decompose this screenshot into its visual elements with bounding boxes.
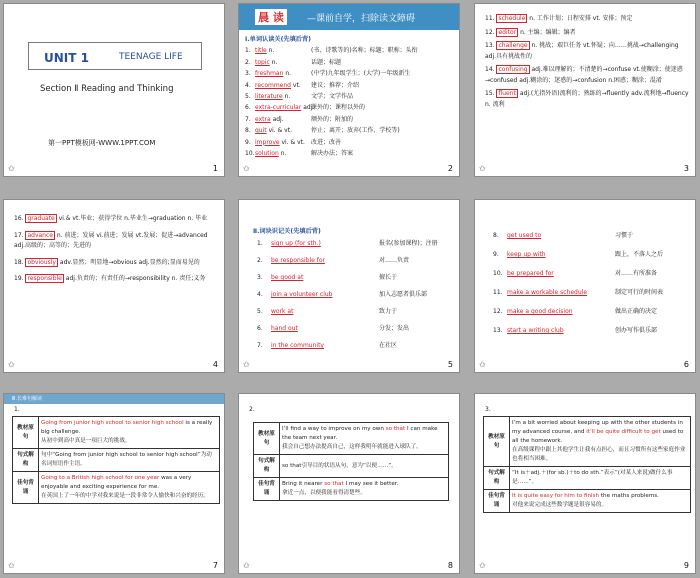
row-text: “It is＋adj.＋(for sb.)＋to do sth.”表示“(对某人来说)做什么事是……”。 bbox=[512, 470, 673, 485]
phrase-answer: start a writing club bbox=[507, 327, 564, 334]
slide-thumbnail-5[interactable] bbox=[238, 199, 460, 373]
word-number: 3. bbox=[245, 70, 251, 78]
row-label: 教材原句 bbox=[484, 417, 510, 467]
phrase-answer: be prepared for bbox=[507, 270, 554, 277]
phrase-number: 3. bbox=[257, 274, 263, 281]
unit-label: UNIT 1 bbox=[44, 51, 89, 65]
word-pos: n. bbox=[271, 58, 278, 66]
word-answer: graduate bbox=[27, 215, 55, 222]
phrase-row bbox=[493, 249, 663, 258]
word-answer: quit bbox=[255, 127, 267, 135]
phrase-answer: sign up (for sth.) bbox=[271, 240, 321, 247]
word-explanation: n. 工作计划；日程安排 vt. 安排；预定 bbox=[529, 15, 633, 22]
phrase-meaning: 加入志愿者俱乐部 bbox=[379, 291, 428, 298]
word-pos: adj. bbox=[272, 115, 284, 123]
section-heading: Ⅱ.词块识记关(先填后背) bbox=[253, 228, 321, 235]
table-row bbox=[13, 449, 220, 472]
word-paragraph bbox=[475, 28, 695, 39]
word-meaning: 额外的；附加的 bbox=[311, 115, 354, 123]
row-label: 句式解构 bbox=[254, 455, 280, 478]
word-pos: vi. & vt. bbox=[281, 138, 305, 146]
slide-thumbnail-9[interactable] bbox=[474, 393, 696, 574]
word-pos: vt. bbox=[292, 81, 301, 89]
translation-text: 对他来说完成这些数学题是很容易的。 bbox=[512, 502, 608, 508]
phrase-meaning: 擅长于 bbox=[379, 274, 398, 281]
highlight-text: it’ll be quite difficult to get bbox=[586, 429, 661, 435]
row-label: 佳句背诵 bbox=[13, 472, 39, 504]
star-icon: ✩ bbox=[479, 164, 486, 173]
word-meaning: 文学；文学作品 bbox=[311, 93, 354, 101]
phrase-number: 12. bbox=[493, 308, 503, 315]
table-row bbox=[254, 455, 449, 478]
phrase-row bbox=[257, 323, 409, 332]
highlight-text: so that bbox=[385, 426, 406, 432]
item-number: 2. bbox=[249, 406, 255, 413]
phrase-answer: join a volunteer club bbox=[271, 291, 333, 298]
word-number: 17. bbox=[14, 231, 24, 239]
star-icon: ✩ bbox=[479, 360, 486, 369]
word-row bbox=[245, 91, 418, 102]
word-number: 9. bbox=[245, 138, 251, 146]
phrase-row bbox=[257, 238, 438, 247]
sentence-text: is a really big challenge. bbox=[41, 420, 213, 435]
slide-thumbnail-8[interactable] bbox=[238, 393, 460, 574]
phrase-meaning: 在社区 bbox=[379, 342, 398, 349]
sentence-text: the maths problems. bbox=[599, 493, 659, 499]
word-number: 1. bbox=[245, 47, 251, 55]
word-term bbox=[255, 148, 311, 159]
word-pos: adj. bbox=[303, 104, 315, 112]
word-explanation: n. 主编；编辑；编者 bbox=[520, 28, 576, 36]
word-paragraph bbox=[475, 41, 695, 62]
translation-text: 从初中到高中真是一项巨大的挑战。 bbox=[41, 438, 131, 444]
phrase-answer: hand out bbox=[271, 325, 298, 332]
word-answer: editor bbox=[498, 28, 517, 36]
header-bar bbox=[239, 4, 459, 30]
word-row bbox=[245, 45, 418, 56]
word-explanation: adj.(尤指外语)流利的；熟练的→fluently adv.流利地→fluency n. 流利 bbox=[485, 90, 689, 108]
translation-text: 我会自己想办法提高自己，这样我明年就能进入球队了。 bbox=[282, 444, 422, 450]
row-label: 教材原句 bbox=[254, 423, 280, 455]
word-meaning: 改进；改善 bbox=[311, 138, 342, 146]
word-answer: solution bbox=[255, 150, 279, 158]
word-term bbox=[255, 91, 311, 102]
phrase-row bbox=[493, 325, 657, 334]
phrase-meaning: 跟上，不落人之后 bbox=[615, 251, 664, 258]
word-number: 13. bbox=[485, 42, 495, 49]
table-row bbox=[484, 467, 691, 490]
word-number: 10. bbox=[245, 150, 255, 158]
word-term bbox=[255, 114, 311, 125]
phrase-number: 11. bbox=[493, 289, 503, 296]
word-row bbox=[245, 80, 418, 91]
word-answer: advance bbox=[27, 231, 53, 239]
word-answer: topic bbox=[255, 58, 270, 66]
phrase-answer: get used to bbox=[507, 232, 542, 239]
translation-text: 拿近一点，以便我能看得清楚些。 bbox=[282, 490, 366, 496]
phrase-number: 7. bbox=[257, 342, 263, 349]
slide-number: 7 bbox=[212, 561, 218, 570]
star-icon: ✩ bbox=[243, 164, 250, 173]
slide-number: 9 bbox=[683, 561, 689, 570]
phrase-answer: keep up with bbox=[507, 251, 546, 258]
phrase-number: 2. bbox=[257, 257, 263, 264]
slide-thumbnail-6[interactable] bbox=[474, 199, 696, 373]
word-paragraph bbox=[4, 231, 224, 252]
unit-subtitle: TEENAGE LIFE bbox=[119, 52, 183, 62]
slide-number: 2 bbox=[447, 164, 453, 173]
word-number: 6. bbox=[245, 104, 251, 112]
phrase-number: 4. bbox=[257, 291, 263, 298]
row-text: 句中“Going from junior high school to senior high school”为动名词短语作主语。 bbox=[41, 452, 212, 467]
word-answer: obviously bbox=[27, 258, 56, 266]
phrase-row bbox=[493, 306, 657, 315]
word-answer: freshman bbox=[255, 70, 284, 78]
phrase-meaning: 分发；发出 bbox=[379, 325, 410, 332]
star-icon: ✩ bbox=[243, 360, 250, 369]
highlight-text: It is quite easy for him to finish bbox=[512, 493, 600, 499]
word-explanation: vi.& vt.毕业；获得学位 n.毕业生→graduation n. 毕业 bbox=[58, 215, 208, 222]
phrase-meaning: 报名(参加课程)；注册 bbox=[379, 240, 438, 247]
phrase-answer: make a good decision bbox=[507, 308, 573, 315]
word-number: 5. bbox=[245, 93, 251, 101]
slide-thumbnail-4[interactable] bbox=[3, 199, 225, 373]
highlight-text: so that bbox=[324, 481, 344, 487]
word-term bbox=[255, 137, 311, 148]
row-label: 句式解构 bbox=[484, 467, 510, 490]
phrase-answer: in the community bbox=[271, 342, 324, 349]
section-bar: Ⅲ.长难句解读 bbox=[4, 394, 224, 404]
row-content bbox=[510, 467, 691, 490]
word-term bbox=[255, 80, 311, 91]
word-answer: improve bbox=[255, 138, 280, 146]
phrase-answer: be good at bbox=[271, 274, 304, 281]
word-number: 7. bbox=[245, 115, 251, 123]
slide-thumbnail-7[interactable] bbox=[3, 393, 225, 574]
table-row bbox=[13, 472, 220, 504]
row-content bbox=[510, 490, 691, 513]
word-meaning: 话题；标题 bbox=[311, 58, 342, 66]
header-badge: 晨 读 bbox=[255, 9, 287, 25]
word-row bbox=[245, 57, 418, 68]
item-number: 1. bbox=[14, 406, 20, 413]
word-number: 14. bbox=[485, 66, 495, 73]
sentence-text: Bring it nearer bbox=[282, 481, 325, 487]
phrase-row bbox=[257, 272, 397, 281]
section-heading: Ⅰ.单词认读关(先填后背) bbox=[245, 36, 311, 43]
sentence-text: I can make the team next year. bbox=[282, 426, 438, 441]
slide-number: 1 bbox=[212, 164, 218, 173]
word-meaning: (书、诗歌等的)名称；标题；职称；头衔 bbox=[311, 47, 418, 55]
translation-text: 在高级课程中跟上其他学生让我有点担心，而且习惯所有这些家庭作业也将相当困难。 bbox=[512, 447, 686, 462]
word-number: 11. bbox=[485, 15, 495, 22]
word-paragraph bbox=[4, 274, 224, 285]
phrase-row bbox=[257, 289, 427, 298]
word-meaning: 课外的；课程以外的 bbox=[311, 104, 366, 112]
row-label: 佳句背诵 bbox=[254, 478, 280, 501]
phrase-row bbox=[493, 268, 657, 277]
word-answer: challenge bbox=[498, 42, 528, 49]
word-row bbox=[245, 137, 418, 148]
sentence-text: used to all the homework. bbox=[512, 429, 684, 444]
word-meaning: 建议；推荐；介绍 bbox=[311, 81, 360, 89]
word-answer: literature bbox=[255, 93, 283, 101]
unit-title-box bbox=[28, 42, 202, 70]
word-pos: n. bbox=[268, 47, 275, 55]
phrase-row bbox=[257, 306, 397, 315]
sentence-text: I’ll find a way to improve on my own bbox=[282, 426, 386, 432]
word-explanation: adj.难以理解的；不清楚的→confuse vt.使糊涂；使迷惑→confused adj.糊涂的；迷惑的→confusion n.困惑；糊涂；混淆 bbox=[485, 66, 683, 84]
word-number: 18. bbox=[14, 258, 24, 266]
row-content bbox=[39, 417, 220, 449]
table-row bbox=[254, 423, 449, 455]
table-row bbox=[484, 417, 691, 467]
word-row bbox=[245, 148, 418, 159]
table-row bbox=[13, 417, 220, 449]
word-paragraphs bbox=[475, 14, 695, 162]
slide-number: 4 bbox=[212, 360, 218, 369]
word-answer: extra-curricular bbox=[255, 104, 302, 112]
word-answer: responsible bbox=[27, 275, 62, 282]
word-pos: n. bbox=[284, 93, 291, 101]
word-number: 8. bbox=[245, 127, 251, 135]
phrase-number: 10. bbox=[493, 270, 503, 277]
word-answer: fluent bbox=[498, 90, 516, 97]
row-content bbox=[39, 472, 220, 504]
word-pos: n. bbox=[280, 150, 287, 158]
star-icon: ✩ bbox=[8, 561, 15, 570]
sentence-text: was a very enjoyable and exciting experience for me. bbox=[41, 475, 192, 490]
row-label: 句式解构 bbox=[13, 449, 39, 472]
row-text: so that引导目的状语从句，意为“以便……”。 bbox=[282, 462, 397, 469]
word-number: 4. bbox=[245, 81, 251, 89]
word-row bbox=[245, 125, 418, 136]
phrase-number: 8. bbox=[493, 232, 499, 239]
word-paragraphs bbox=[4, 214, 224, 358]
sentence-table bbox=[12, 416, 220, 504]
phrase-meaning: 创办写作俱乐部 bbox=[615, 327, 658, 334]
word-answer: title bbox=[255, 47, 267, 55]
website-text: 第一PPT模板网-WWW.1PPT.COM bbox=[48, 139, 156, 147]
phrase-number: 1. bbox=[257, 240, 263, 247]
slide-thumbnail-1[interactable] bbox=[3, 3, 225, 177]
row-content bbox=[510, 417, 691, 467]
slide-thumbnail-2[interactable] bbox=[238, 3, 460, 177]
phrase-row bbox=[257, 340, 397, 349]
word-row bbox=[245, 114, 418, 125]
phrase-meaning: 制定可行的时间表 bbox=[615, 289, 664, 296]
row-content bbox=[280, 455, 449, 478]
word-explanation: n. 挑战；艰巨任务 vt.怀疑；向……挑战→challenging adj.具有挑战性的 bbox=[485, 42, 679, 60]
word-explanation: adj.负责的；有责任的→responsibility n. 责任;义务 bbox=[65, 275, 206, 282]
word-number: 15. bbox=[485, 90, 495, 97]
phrase-answer: make a workable schedule bbox=[507, 289, 588, 296]
word-number: 12. bbox=[485, 28, 495, 36]
word-term bbox=[255, 45, 311, 56]
word-pos: n. bbox=[285, 70, 292, 78]
item-number: 3. bbox=[485, 406, 491, 413]
section-title: Section Ⅱ Reading and Thinking bbox=[40, 84, 174, 94]
row-label: 佳句背诵 bbox=[484, 490, 510, 513]
slide-number: 6 bbox=[683, 360, 689, 369]
word-paragraph bbox=[4, 258, 224, 269]
word-term bbox=[255, 102, 315, 113]
table-row bbox=[254, 478, 449, 501]
word-row bbox=[245, 102, 418, 113]
word-paragraph bbox=[475, 89, 695, 110]
phrase-meaning: 做出正确的决定 bbox=[615, 308, 658, 315]
word-meaning: (中学)九年级学生；(大学)一年级新生 bbox=[311, 70, 411, 78]
word-explanation: n. 前进；发展 vi.前进；发展 vt.发展；促进→advanced adj.高级的；高等的；先进的 bbox=[14, 231, 208, 249]
slide-number: 3 bbox=[683, 164, 689, 173]
row-content bbox=[39, 449, 220, 472]
phrase-number: 6. bbox=[257, 325, 263, 332]
sentence-text: I’m a bit worried about keeping up with the other students in my advanced course, and bbox=[512, 420, 683, 435]
translation-text: 在英国上了一年的中学对我来说是一段非常令人愉快和兴奋的经历。 bbox=[41, 493, 209, 499]
sentence-table bbox=[253, 422, 449, 501]
sentence-table bbox=[483, 416, 691, 513]
word-number: 16. bbox=[14, 215, 24, 222]
phrase-meaning: 对……负责 bbox=[379, 257, 410, 264]
word-answer: confusing bbox=[498, 66, 528, 73]
word-list bbox=[245, 34, 418, 159]
word-meaning: 解决办法；答案 bbox=[311, 150, 354, 158]
phrase-number: 9. bbox=[493, 251, 499, 258]
word-explanation: adv.显然；明显地→obvious adj.显然的;显而易见的 bbox=[59, 258, 200, 266]
word-term bbox=[255, 57, 311, 68]
header-subtitle: —课前自学，扫除读文障碍 bbox=[307, 14, 416, 24]
star-icon: ✩ bbox=[8, 360, 15, 369]
word-meaning: 停止；离开；放弃(工作、学校等) bbox=[311, 127, 400, 135]
phrase-row bbox=[493, 287, 663, 296]
word-number: 19. bbox=[14, 275, 24, 282]
word-paragraph bbox=[475, 65, 695, 86]
word-answer: schedule bbox=[498, 15, 526, 22]
star-icon: ✩ bbox=[479, 561, 486, 570]
slide-number: 5 bbox=[447, 360, 453, 369]
phrase-meaning: 致力于 bbox=[379, 308, 398, 315]
word-number: 2. bbox=[245, 58, 251, 66]
phrase-meaning: 对……有所准备 bbox=[615, 270, 658, 277]
row-content bbox=[280, 478, 449, 501]
word-paragraph bbox=[475, 14, 695, 25]
phrase-answer: work at bbox=[271, 308, 294, 315]
word-pos: vi. & vt. bbox=[268, 127, 292, 135]
phrase-list bbox=[253, 226, 321, 237]
phrase-meaning: 习惯于 bbox=[615, 232, 634, 239]
word-answer: extra bbox=[255, 115, 271, 123]
phrase-number: 5. bbox=[257, 308, 263, 315]
row-label: 教材原句 bbox=[13, 417, 39, 449]
phrase-row bbox=[257, 255, 409, 264]
word-term bbox=[255, 68, 311, 79]
phrase-answer: be responsible for bbox=[271, 257, 325, 264]
slide-thumbnail-3[interactable] bbox=[474, 3, 696, 177]
phrase-number: 13. bbox=[493, 327, 503, 334]
word-row bbox=[245, 68, 418, 79]
sentence-text: I may see it better. bbox=[343, 481, 399, 487]
word-paragraph bbox=[4, 214, 224, 225]
highlight-text: Going to a British high school for one year bbox=[41, 475, 160, 481]
phrase-row bbox=[493, 230, 633, 239]
word-answer: recommend bbox=[255, 81, 291, 89]
star-icon: ✩ bbox=[8, 164, 15, 173]
star-icon: ✩ bbox=[243, 561, 250, 570]
slide-number: 8 bbox=[447, 561, 453, 570]
table-row bbox=[484, 490, 691, 513]
highlight-text: Going from junior high school to senior high school bbox=[41, 420, 184, 426]
word-term bbox=[255, 125, 311, 136]
row-content bbox=[280, 423, 449, 455]
